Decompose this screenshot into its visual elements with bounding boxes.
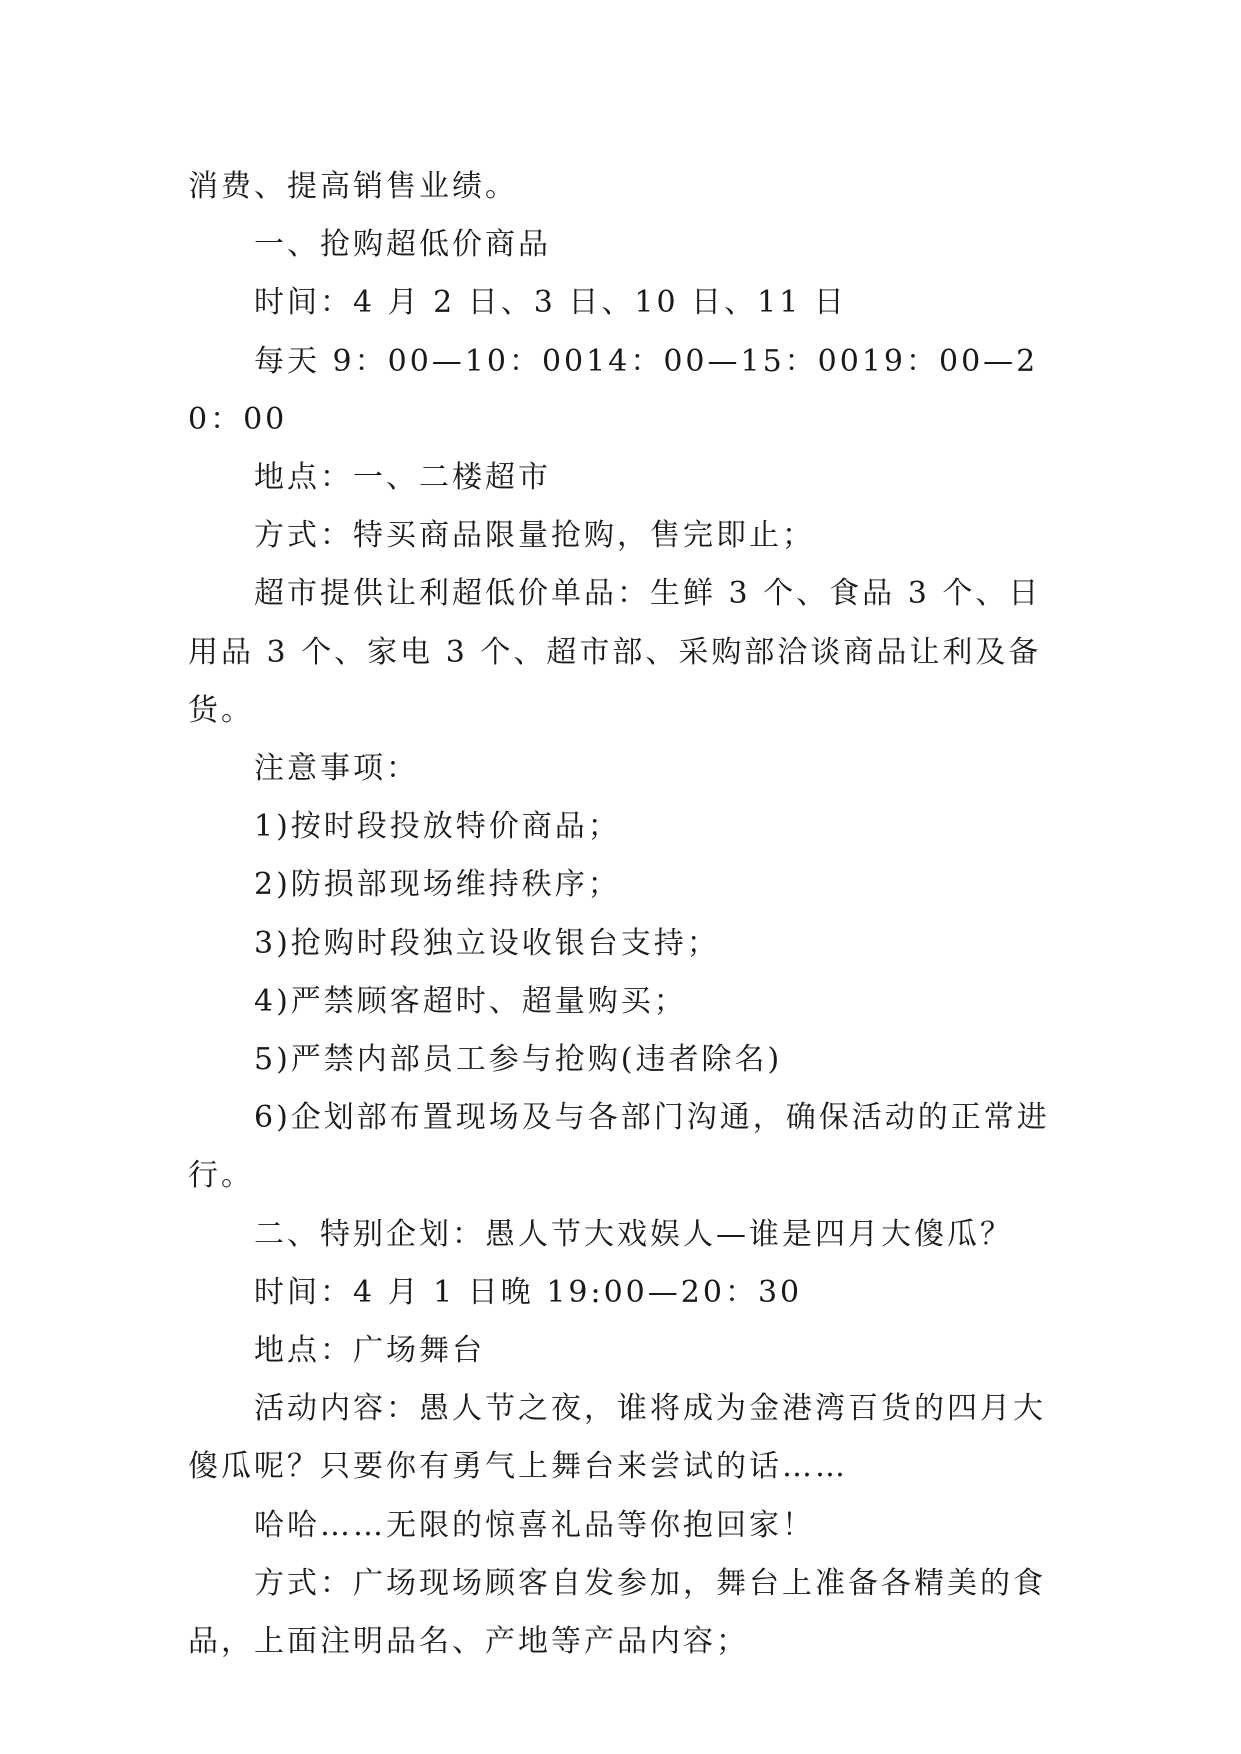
paragraph: 时间：4 月 1 日晚 19:00—20：30 bbox=[254, 1274, 803, 1310]
paragraph: 地点：广场舞台 bbox=[254, 1333, 485, 1369]
paragraph: 哈哈……无限的惊喜礼品等你抱回家！ bbox=[254, 1507, 815, 1543]
document-body bbox=[188, 158, 1068, 1671]
paragraph: 地点：一、二楼超市 bbox=[254, 460, 551, 496]
paragraph: 时间：4 月 2 日、3 日、10 日、11 日 bbox=[254, 285, 847, 321]
list-item: 2)防损部现场维持秩序； bbox=[254, 867, 621, 903]
list-item: 6)企划部布置现场及与各部门沟通，确保活动的正常进行。 bbox=[188, 1100, 1050, 1194]
section-heading: 一、抢购超低价商品 bbox=[254, 227, 551, 263]
paragraph: 超市提供让利超低价单品：生鲜 3 个、食品 3 个、日用品 3 个、家电 3 个、超市部、采购部洽谈商品让利及备货。 bbox=[188, 576, 1042, 728]
paragraph: 方式：特买商品限量抢购，售完即止； bbox=[254, 518, 815, 554]
list-item: 3)抢购时段独立设收银台支持； bbox=[254, 925, 720, 961]
list-item: 4)严禁顾客超时、超量购买； bbox=[254, 983, 687, 1019]
paragraph: 方式：广场现场顾客自发参加，舞台上准备各精美的食品，上面注明品名、产地等产品内容； bbox=[188, 1565, 1046, 1660]
list-item: 5)严禁内部员工参与抢购(违者除名) bbox=[254, 1042, 783, 1078]
section-heading: 二、特别企划：愚人节大戏娱人—谁是四月大傻瓜？ bbox=[254, 1216, 1013, 1252]
paragraph: 注意事项： bbox=[254, 751, 419, 787]
paragraph: 消费、提高销售业绩。 bbox=[188, 169, 518, 204]
paragraph: 每天 9：00—10：0014：00—15：0019：00—20：00 bbox=[188, 343, 1039, 437]
paragraph: 活动内容：愚人节之夜，谁将成为金港湾百货的四月大傻瓜呢？只要你有勇气上舞台来尝试的话…… bbox=[188, 1391, 1046, 1485]
list-item: 1)按时段投放特价商品； bbox=[254, 809, 621, 845]
